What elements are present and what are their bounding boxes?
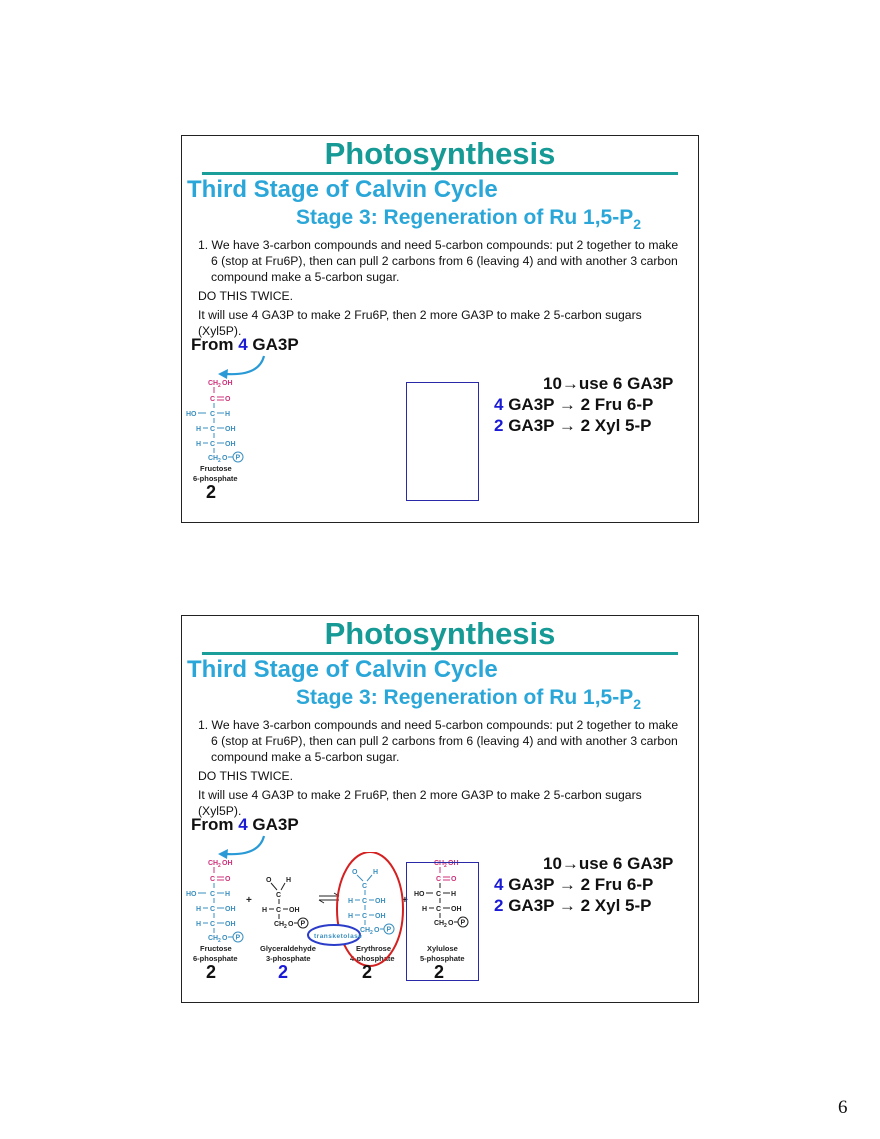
svg-text:C: C — [436, 906, 442, 913]
body-item-2: DO THIS TWICE. — [198, 769, 294, 783]
svg-text:OH: OH — [448, 860, 459, 867]
svg-text:C: C — [276, 892, 282, 899]
svg-text:C: C — [210, 906, 216, 913]
svg-text:2: 2 — [284, 924, 287, 930]
svg-text:H: H — [196, 441, 202, 448]
svg-text:2: 2 — [218, 458, 221, 464]
equation-xyl: 2 GA3P → 2 Xyl 5-P — [494, 416, 652, 435]
svg-text:2: 2 — [218, 938, 221, 944]
svg-text:O: O — [448, 920, 454, 927]
svg-text:C: C — [362, 883, 368, 890]
svg-text:HO: HO — [414, 891, 425, 898]
svg-text:Fructose: Fructose — [200, 464, 232, 473]
svg-text:C: C — [210, 921, 216, 928]
from-label: From 4 GA3P — [191, 335, 299, 354]
svg-text:Xylulose: Xylulose — [427, 944, 458, 953]
svg-text:OH: OH — [222, 860, 233, 867]
equation-total: 10→use 6 GA3P — [543, 374, 674, 393]
body-item-1: 1. We have 3-carbon compounds and need 5-carbon compounds: put 2 together to make 6 (stop at Fru6P), then can pull 2 carbons from 6 (leaving 4) and with another 3 carbon compound make a 5-carbon sugar. — [198, 238, 679, 284]
from-number: 4 — [238, 815, 248, 834]
svg-text:2: 2 — [370, 930, 373, 936]
svg-text:O: O — [352, 869, 358, 876]
svg-text:CH: CH — [360, 927, 371, 934]
svg-text:H: H — [422, 906, 428, 913]
svg-text:H: H — [196, 906, 202, 913]
svg-text:OH: OH — [375, 898, 386, 905]
glyceraldehyde-3-phosphate-structure — [260, 877, 316, 963]
svg-text:H: H — [348, 898, 354, 905]
svg-text:C: C — [436, 891, 442, 898]
svg-text:CH: CH — [274, 921, 285, 928]
svg-text:O: O — [288, 921, 294, 928]
svg-text:3-phosphate: 3-phosphate — [266, 954, 311, 963]
title-underline — [202, 652, 678, 655]
equation-fru: 4 GA3P → 2 Fru 6-P — [494, 395, 654, 414]
erythrose-count: 2 — [362, 962, 373, 982]
svg-text:C: C — [210, 396, 216, 403]
svg-text:2: 2 — [444, 923, 447, 929]
svg-text:H: H — [373, 869, 379, 876]
equation-total: 10→use 6 GA3P — [543, 854, 674, 873]
svg-text:C: C — [362, 913, 368, 920]
svg-text:C: C — [210, 426, 216, 433]
svg-text:Erythrose: Erythrose — [356, 944, 392, 953]
svg-text:2: 2 — [444, 863, 447, 869]
svg-text:HO: HO — [186, 891, 197, 898]
svg-text:CH: CH — [434, 860, 445, 867]
svg-text:O: O — [222, 935, 228, 942]
svg-text:H: H — [196, 921, 202, 928]
subheading-subscript: 2 — [633, 696, 642, 713]
slide-heading: Third Stage of Calvin Cycle — [187, 176, 498, 203]
subheading-text: Stage 3: Regeneration of Ru 1,5-P — [296, 206, 634, 229]
svg-text:C: C — [210, 441, 216, 448]
fructose-6-phosphate-structure — [184, 374, 254, 484]
equation-fru: 4 GA3P → 2 Fru 6-P — [494, 875, 654, 894]
slide-title: Photosynthesis — [324, 136, 556, 171]
equation-xyl: 2 GA3P → 2 Xyl 5-P — [494, 896, 652, 915]
body-item-3: It will use 4 GA3P to make 2 Fru6P, then 2 more GA3P to make 2 5-carbon sugars (Xyl5P). — [198, 788, 642, 818]
svg-text:OH: OH — [225, 441, 236, 448]
svg-text:OH: OH — [289, 907, 300, 914]
erythrose-4-phosphate-structure — [348, 869, 395, 963]
svg-text:2: 2 — [218, 383, 221, 389]
svg-text:CH: CH — [208, 455, 219, 462]
svg-text:P: P — [300, 920, 306, 928]
svg-text:C: C — [210, 891, 216, 898]
svg-text:H: H — [348, 913, 354, 920]
slide-body — [198, 717, 688, 819]
slide-subheading — [296, 686, 641, 712]
svg-text:OH: OH — [375, 913, 386, 920]
svg-text:+: + — [246, 895, 252, 906]
svg-text:6-phosphate: 6-phosphate — [193, 474, 238, 483]
ga3p-count: 2 — [278, 962, 289, 982]
page-number: 6 — [838, 1097, 848, 1118]
xylulose-highlight-box — [406, 862, 479, 981]
svg-text:OH: OH — [225, 906, 236, 913]
svg-text:OH: OH — [225, 921, 236, 928]
svg-text:OH: OH — [451, 906, 462, 913]
svg-text:Fructose: Fructose — [200, 944, 232, 953]
svg-text:+: + — [402, 895, 408, 906]
svg-text:P: P — [235, 934, 241, 942]
slide-2 — [181, 615, 699, 1003]
svg-text:P: P — [386, 926, 392, 934]
svg-text:H: H — [196, 426, 202, 433]
svg-text:H: H — [286, 877, 292, 884]
from-number: 4 — [238, 335, 248, 354]
svg-text:C: C — [276, 907, 282, 914]
svg-text:O: O — [374, 927, 380, 934]
slide-body — [198, 237, 688, 339]
svg-text:CH: CH — [208, 935, 219, 942]
equations — [494, 853, 673, 916]
svg-text:P: P — [460, 919, 466, 927]
fructose-6-phosphate-structure — [186, 860, 243, 963]
title-underline — [202, 172, 678, 175]
svg-text:CH: CH — [208, 380, 219, 387]
svg-text:6-phosphate: 6-phosphate — [193, 954, 238, 963]
svg-text:CH: CH — [208, 860, 219, 867]
body-item-3: It will use 4 GA3P to make 2 Fru6P, then 2 more GA3P to make 2 5-carbon sugars (Xyl5P). — [198, 308, 642, 338]
slide-1 — [181, 135, 699, 523]
enzyme-label: transketolase — [314, 933, 363, 940]
svg-text:2: 2 — [218, 863, 221, 869]
slide-title: Photosynthesis — [324, 616, 556, 651]
xylulose-placeholder-box — [406, 382, 479, 501]
fructose-count: 2 — [206, 962, 217, 982]
svg-text:OH: OH — [222, 380, 233, 387]
svg-text:O: O — [225, 396, 231, 403]
equations — [494, 373, 673, 436]
from-label: From 4 GA3P — [191, 815, 299, 834]
svg-text:O: O — [222, 455, 228, 462]
svg-text:O: O — [266, 877, 272, 884]
svg-text:5-phosphate: 5-phosphate — [420, 954, 465, 963]
svg-text:P: P — [235, 454, 241, 462]
svg-text:HO: HO — [186, 411, 197, 418]
svg-text:OH: OH — [225, 426, 236, 433]
svg-text:O: O — [225, 876, 231, 883]
svg-text:Glyceraldehyde: Glyceraldehyde — [260, 944, 316, 953]
body-item-1: 1. We have 3-carbon compounds and need 5-carbon compounds: put 2 together to make 6 (stop at Fru6P), then can pull 2 carbons from 6 (leaving 4) and with another 3 carbon compound make a 5-carbon sugar. — [198, 718, 679, 764]
svg-text:H: H — [225, 891, 231, 898]
xylulose-count: 2 — [434, 962, 445, 982]
svg-text:4-phosphate: 4-phosphate — [350, 954, 395, 963]
subheading-text: Stage 3: Regeneration of Ru 1,5-P — [296, 686, 634, 709]
slide-heading: Third Stage of Calvin Cycle — [187, 656, 498, 683]
svg-text:H: H — [262, 907, 268, 914]
svg-text:C: C — [210, 876, 216, 883]
slide-subheading — [296, 206, 641, 232]
svg-text:H: H — [451, 891, 457, 898]
svg-text:C: C — [362, 898, 368, 905]
svg-text:C: C — [210, 411, 216, 418]
svg-text:H: H — [225, 411, 231, 418]
body-item-2: DO THIS TWICE. — [198, 289, 294, 303]
svg-text:C: C — [436, 876, 442, 883]
svg-text:O: O — [451, 876, 457, 883]
subheading-subscript: 2 — [633, 216, 642, 233]
fructose-count: 2 — [206, 482, 217, 502]
svg-text:CH: CH — [434, 920, 445, 927]
